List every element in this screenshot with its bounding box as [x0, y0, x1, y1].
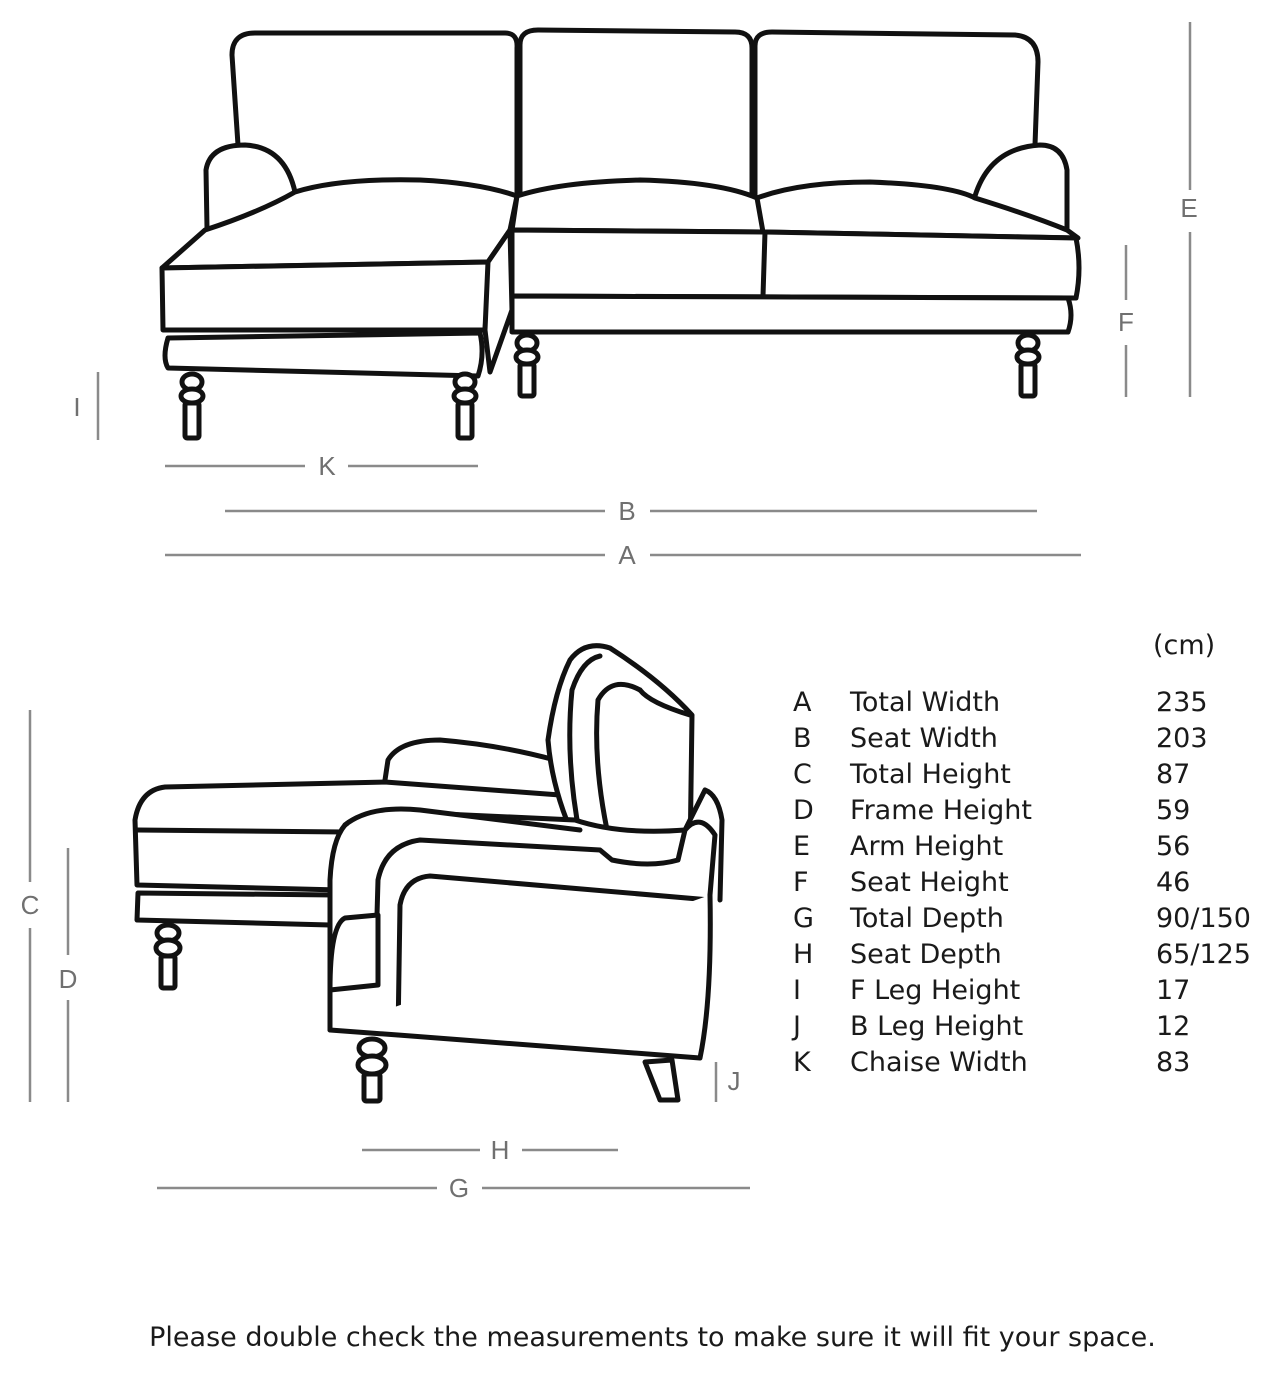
dim-label-k: K [318, 451, 336, 481]
dim-label-f: F [1118, 307, 1134, 337]
measurement-key: A [793, 687, 812, 718]
measurement-key: E [793, 831, 811, 862]
measurement-key: D [793, 795, 814, 826]
measurement-name: Seat Height [850, 867, 1009, 898]
measurement-value: 235 [1156, 687, 1208, 718]
dim-label-h: H [490, 1135, 510, 1165]
measurement-value: 59 [1156, 795, 1191, 826]
measurement-value: 203 [1156, 723, 1208, 754]
measurement-name: Seat Depth [850, 939, 1002, 970]
dim-label-i: I [73, 392, 81, 422]
measurement-key: F [793, 867, 809, 898]
measurement-name: B Leg Height [850, 1011, 1024, 1042]
measurement-name: Total Depth [850, 903, 1004, 934]
measurement-value: 12 [1156, 1011, 1191, 1042]
side-leg-chaise [156, 925, 180, 988]
dim-label-j: J [727, 1066, 741, 1096]
measurement-value: 46 [1156, 867, 1191, 898]
measurement-name: Seat Width [850, 723, 998, 754]
dim-label-c: C [20, 890, 40, 920]
measurement-value: 65/125 [1156, 939, 1251, 970]
measurement-value: 17 [1156, 975, 1191, 1006]
measurement-key: J [793, 1011, 801, 1042]
side-leg-back [645, 1060, 678, 1100]
measurement-row [788, 1011, 1258, 1047]
front-leg-left [181, 374, 203, 438]
sofa-side-view [135, 646, 722, 1101]
measurement-key: K [793, 1047, 811, 1078]
measurement-key: B [793, 723, 812, 754]
dim-label-a: A [618, 540, 636, 570]
measurement-name: Total Height [850, 759, 1011, 790]
measurement-name: Frame Height [850, 795, 1032, 826]
measurement-name: Chaise Width [850, 1047, 1028, 1078]
measurement-row [788, 867, 1258, 903]
measurement-key: C [793, 759, 812, 790]
measurement-key: G [793, 903, 814, 934]
dim-label-d: D [58, 964, 78, 994]
measurement-value: 90/150 [1156, 903, 1251, 934]
measurement-row [788, 831, 1258, 867]
measurement-key: H [793, 939, 814, 970]
dim-label-e: E [1180, 193, 1198, 223]
sofa-front-view [162, 30, 1079, 438]
measurement-row [788, 759, 1258, 795]
measurement-name: Total Width [850, 687, 1001, 718]
dim-label-g: G [448, 1173, 470, 1203]
front-leg-main-left [516, 335, 538, 396]
measurement-row [788, 687, 1258, 723]
measurement-value: 56 [1156, 831, 1191, 862]
measurement-value: 83 [1156, 1047, 1191, 1078]
measurement-row [788, 723, 1258, 759]
measurement-key: I [793, 975, 801, 1006]
measurement-row [788, 903, 1258, 939]
dim-label-b: B [618, 496, 636, 526]
measurement-row [788, 939, 1258, 975]
measurement-name: F Leg Height [850, 975, 1021, 1006]
front-leg-main-right [1017, 335, 1039, 396]
measurement-row [788, 795, 1258, 831]
measurement-name: Arm Height [850, 831, 1004, 862]
measurement-row [788, 975, 1258, 1011]
measurement-row [788, 1047, 1258, 1083]
front-leg-chaise-right [454, 374, 476, 438]
measurement-value: 87 [1156, 759, 1191, 790]
footer-note: Please double check the measurements to make sure it will fit your space. [149, 1322, 1156, 1353]
side-leg-front [358, 1039, 386, 1101]
unit-label: (cm) [1153, 630, 1216, 661]
